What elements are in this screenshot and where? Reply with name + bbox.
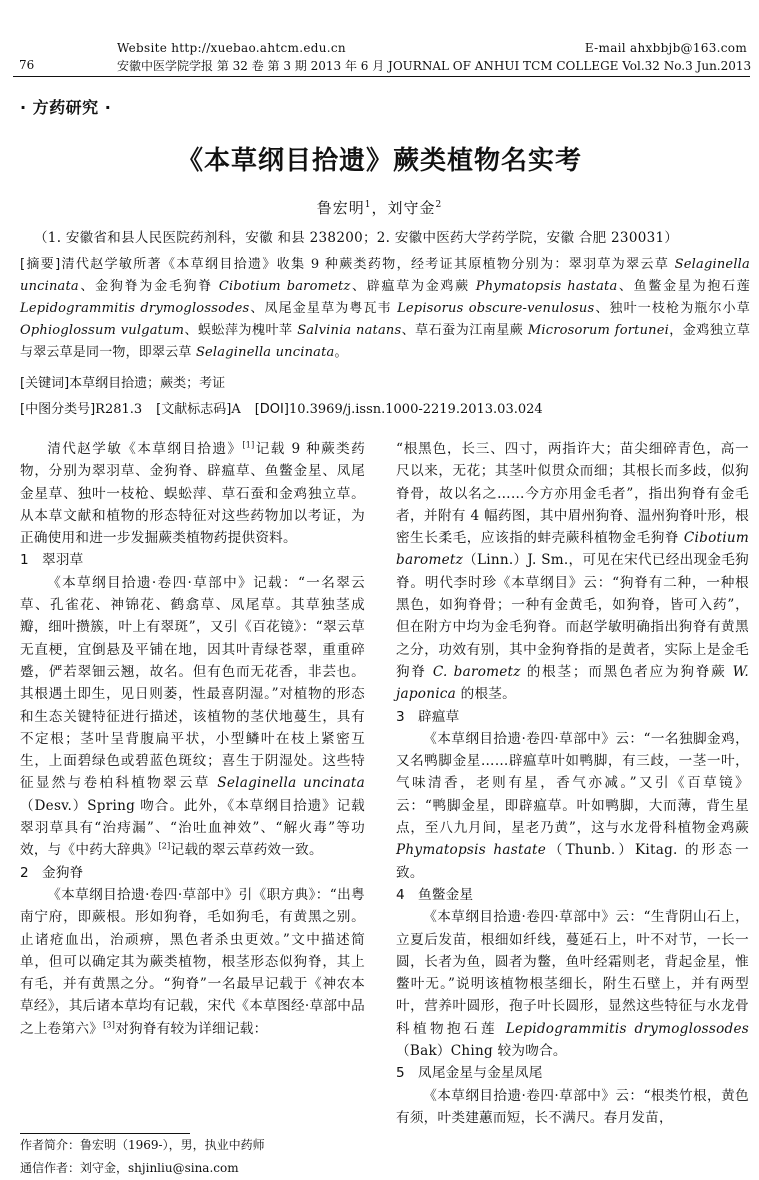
abstract-text: 、草石蚕为江南星蕨 bbox=[401, 323, 528, 338]
article-title: 《本草纲目拾遗》蕨类植物名实考 bbox=[176, 146, 582, 176]
abstract-text: 、金狗脊为金毛狗脊 bbox=[78, 279, 219, 294]
latin-name: Phymatopsis hastate bbox=[396, 842, 547, 859]
citation-ref: [2] bbox=[158, 841, 171, 851]
latin-name: Cibotium barometz bbox=[218, 279, 351, 294]
section-heading bbox=[396, 884, 749, 906]
abstract-text: 、凤尾金星草为粤瓦韦 bbox=[249, 301, 398, 316]
citation-ref: [1] bbox=[242, 440, 255, 450]
keywords-label: [关键词] bbox=[20, 376, 70, 391]
latin-name: Lepidogrammitis drymoglossodes bbox=[505, 1020, 749, 1037]
abstract-text: 、鱼鳖金星为抱石莲 bbox=[617, 279, 750, 294]
section-number: 1 bbox=[20, 552, 29, 569]
header-rule bbox=[13, 76, 750, 77]
section-title: 翠羽草 bbox=[42, 552, 84, 569]
section-paragraph bbox=[20, 884, 365, 1040]
section-tag: · 方药研究 · bbox=[20, 98, 112, 117]
abstract-text: 。 bbox=[334, 345, 348, 360]
author-affiliation-mark: 1 bbox=[364, 200, 372, 210]
continued-paragraph bbox=[396, 438, 749, 706]
body-text: 《本草纲目拾遗·卷四·草部中》引《职方典》：“出粤南宁府，即蕨根。形如狗脊，毛如狗毛，有黄黑之别。止诸疮血出，治顽痹，黑色者杀虫更效。”文中描述简单，但可以确定其为蕨类植物，根茎形态似狗脊，其上有毛，并有黄黑之分。“狗脊”一名最早记载于《神农本草经》，其后诸本草均有记载，宋代《本草图经·草部中品之上卷第六》 bbox=[20, 886, 365, 1037]
body-text: （Thunb.）Kitag. 的形态一致。 bbox=[396, 842, 749, 881]
body-text: （Desv.）Spring 吻合。此外，《本草纲目拾遗》记载翠羽草具有“治痔漏”、“治吐血神效”、“解火毒”等功效，与《中药大辞典》 bbox=[20, 797, 365, 859]
section-number: 2 bbox=[20, 864, 29, 881]
affiliations: （1. 安徽省和县人民医院药剂科，安徽 和县 238200；2. 安徽中医药大学药学院，安徽 合肥 230031） bbox=[34, 230, 679, 246]
abstract-label: [摘要] bbox=[20, 257, 61, 272]
abstract-text: 、辟瘟草为金鸡蕨 bbox=[350, 279, 476, 294]
body-column-right bbox=[396, 438, 749, 1129]
latin-name: Salvinia natans bbox=[297, 323, 402, 338]
section-heading bbox=[20, 862, 365, 884]
citation-ref: [3] bbox=[103, 1020, 116, 1030]
latin-name: Selaginella uncinata bbox=[217, 775, 365, 792]
section-heading bbox=[20, 549, 365, 571]
section-paragraph bbox=[396, 1085, 749, 1130]
body-text: 对狗脊有较为详细记载： bbox=[115, 1020, 268, 1037]
section-paragraph bbox=[396, 906, 749, 1062]
section-number: 4 bbox=[396, 886, 405, 903]
section-number: 3 bbox=[396, 708, 405, 725]
body-text: 的根茎。 bbox=[456, 686, 516, 703]
abstract-text: 、独叶一枝枪为瓶尔小草 bbox=[594, 301, 750, 316]
doc-code-label: [文献标志码] bbox=[156, 402, 232, 417]
author-line bbox=[0, 197, 759, 218]
body-text: 《本草纲目拾遗·卷四·草部中》云：“生背阴山石上，立夏后发苗，根细如纤线，蔓延石上，叶不对节，一长一圆，长者为鱼，圆者为鳖，鱼叶经霜则老，背起金星，惟鳖叶无。”说明该植物根茎细长，附生石壁上，并有两型叶，营养叶圆形，孢子叶长圆形，显然这些特征与水龙骨科植物抱石莲 bbox=[396, 909, 749, 1037]
doi-label: [DOI] bbox=[254, 402, 289, 417]
keywords-text: 本草纲目拾遗；蕨类；考证 bbox=[69, 376, 226, 391]
latin-name: C. barometz bbox=[432, 663, 521, 680]
body-text: （Bak）Ching 较为吻合。 bbox=[396, 1043, 567, 1060]
intro-paragraph bbox=[20, 438, 365, 549]
abstract-text: ，金鸡独立草与翠云草是同一物，即翠云草 bbox=[20, 323, 751, 360]
classification-line bbox=[20, 400, 750, 420]
section-title: 辟瘟草 bbox=[418, 708, 460, 725]
doc-code-value: A bbox=[231, 402, 241, 417]
section-heading bbox=[396, 1062, 749, 1084]
clc-label: [中图分类号] bbox=[20, 402, 96, 417]
body-text: 《本草纲目拾遗·卷四·草部中》云：“根类竹根，黄色有须，叶类建蕙而短，长不满尺。春月发苗， bbox=[396, 1087, 749, 1126]
journal-header bbox=[0, 0, 759, 78]
journal-email: E-mail ahxbbjb@163.com bbox=[584, 41, 747, 55]
footnotes bbox=[20, 1134, 265, 1180]
section-heading bbox=[396, 706, 749, 728]
keywords bbox=[20, 374, 750, 394]
clc-value: R281.3 bbox=[95, 402, 143, 417]
body-text: 《本草纲目拾遗·卷四·草部中》记载：“一名翠云草、孔雀花、神锦花、鹤翕草、凤尾草。其草独茎成瓣，细叶攒簇，叶上有翠斑”，又引《百花镜》：“翠云草无直梗，宜倒悬及平铺在地，因其叶青绿苍翠，重重碎蹙，俨若翠钿云翘，故名。但有色而无花香，非芸也。其根遇土即生，见日则萎，性最喜阴湿。”对植物的形态和生态关键特征进行描述，该植物的茎伏地蔓生，具有不定根；茎叶呈背腹扁平状，小型鳞叶在枝上紧密互生，上面碧绿色或碧蓝色斑纹；喜生于阴湿处。这些特征显然与卷柏科植物翠云草 bbox=[20, 574, 365, 792]
body-text: “根黑色，长三、四寸，两指许大；苗尖细碎青色，高一尺以来，无花；其茎叶似贯众而细；其根长而多歧，似狗脊骨，故以名之……今方亦用金毛者”，指出狗脊有金毛者，并附有 4 幅药图，其中眉州狗脊、温州狗脊叶形，根密生长柔毛，应该指的蚌壳蕨科植物金毛狗脊 bbox=[396, 441, 749, 547]
section-paragraph bbox=[396, 728, 749, 884]
body-text: 《本草纲目拾遗·卷四·草部中》云：“一名独脚金鸡，又名鸭脚金星……辟瘟草叶如鸭脚，有三歧，一茎一叶，气味清香，老则有星，香气亦减。”又引《百草镜》云：“鸭脚金星，即辟瘟草。叶如鸭脚，大而薄，背生星点，至八九月间，星老乃黄”，这与水龙骨科植物金鸡蕨 bbox=[396, 730, 749, 837]
doi-value: 10.3969/j.issn.1000-2219.2013.03.024 bbox=[288, 402, 543, 417]
latin-name: Selaginella uncinata bbox=[20, 257, 750, 294]
abstract bbox=[20, 254, 750, 364]
body-text: （Linn.）J. Sm.，可见在宋代已经出现金毛狗脊。明代李时珍《本草纲目》云：“狗脊有二种，一种根黑色，如狗脊骨；一种有金黄毛，如狗脊，皆可入药”，但在附方中均为金毛狗脊。而赵学敏明确指出狗脊有黄黑之分，功效有别，其中金狗脊指的是黄者，实际上是金毛狗脊 bbox=[396, 552, 749, 680]
section-title: 金狗脊 bbox=[42, 864, 84, 881]
section-paragraph bbox=[20, 572, 365, 862]
abstract-text: 清代赵学敏所著《本草纲目拾遗》收集 9 种蕨类药物，经考证其原植物分别为：翠羽草为翠云草 bbox=[60, 257, 675, 272]
journal-website: Website http://xuebao.ahtcm.edu.cn bbox=[117, 41, 346, 55]
latin-name: Ophioglossum vulgatum bbox=[20, 323, 185, 338]
author-name: 刘守金 bbox=[387, 199, 436, 217]
page-number: 76 bbox=[19, 58, 35, 72]
section-number: 5 bbox=[396, 1065, 405, 1082]
section-title: 凤尾金星与金星凤尾 bbox=[418, 1065, 543, 1082]
journal-citation-line: 安徽中医学院学报 第 32 卷 第 3 期 2013 年 6 月 JOURNAL OF ANHUI TCM COLLEGE Vol.32 No.3 Jun.2013 bbox=[117, 59, 752, 73]
section-title: 鱼鳖金星 bbox=[418, 886, 474, 903]
latin-name: Phymatopsis hastata bbox=[475, 279, 618, 294]
author-affiliation-mark: 2 bbox=[435, 200, 443, 210]
body-text: 的根茎；而黑色者应为狗脊蕨 bbox=[520, 663, 733, 680]
latin-name: W. japonica bbox=[396, 663, 749, 703]
latin-name: Lepidogrammitis drymoglossodes bbox=[20, 301, 250, 316]
author-separator: ， bbox=[371, 199, 388, 217]
abstract-text: 、蜈蚣萍为槐叶苹 bbox=[184, 323, 298, 338]
body-text: 记载 9 种蕨类药物，分别为翠羽草、金狗脊、辟瘟草、鱼鳖金星、凤尾金星草、独叶一枝枪、蜈蚣萍、草石蚕和金鸡独立草。从本草文献和植物的形态特征对这些药物加以考证，为正确使用和进一步发掘蕨类植物药提供资料。 bbox=[20, 441, 366, 547]
body-text: 清代赵学敏《本草纲目拾遗》 bbox=[47, 441, 243, 457]
body-column-left bbox=[20, 438, 365, 1040]
body-text: 记载的翠云草药效一致。 bbox=[170, 842, 323, 859]
latin-name: Microsorum fortunei bbox=[527, 323, 669, 338]
author-name: 鲁宏明 bbox=[316, 199, 365, 217]
corresponding-author-footnote: 通信作者：刘守金，shjinliu@sina.com bbox=[20, 1161, 239, 1175]
latin-name: Cibotium barometz bbox=[396, 530, 749, 569]
latin-name: Lepisorus obscure-venulosus bbox=[397, 301, 595, 316]
latin-name: Selaginella uncinata bbox=[195, 345, 335, 360]
author-bio-footnote: 作者简介：鲁宏明（1969-），男，执业中药师 bbox=[20, 1138, 265, 1152]
